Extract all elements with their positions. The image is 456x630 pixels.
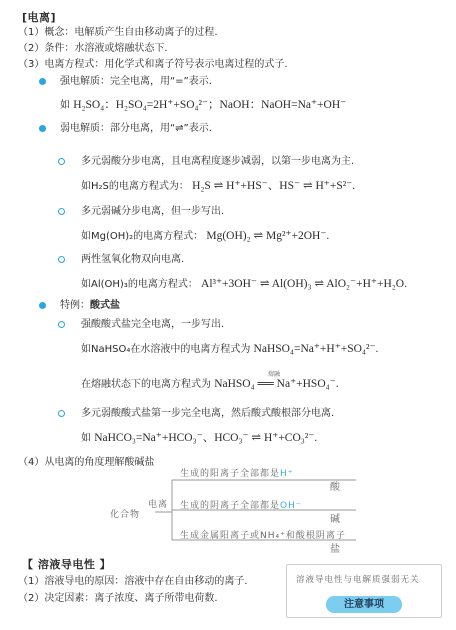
weak-acid-equation: H₂S ⇌ H⁺+HS⁻、HS⁻ ⇌ H⁺+S²⁻. [192, 180, 356, 192]
example-text: 如Al(OH)₃的电离方程式： [81, 279, 198, 290]
diagram-result-salt: 盐 [330, 544, 341, 555]
branch-text: 生成的阳离子全部都是 [180, 469, 281, 479]
branch-text: 生成的阴离子全部都是 [180, 501, 281, 511]
nahso4-water-equation: NaHSO₄=Na⁺+H⁺+SO₄²⁻. [253, 343, 379, 355]
section-title-ionization: [电离] [22, 11, 57, 24]
weak-acid-salt-desc: 多元弱酸酸式盐第一步完全电离，然后酸式酸根部分电离. [81, 408, 335, 419]
branch-highlight: H⁺ [280, 469, 294, 479]
diagram-branch-base [180, 498, 302, 511]
item-text: 从电离的角度理解酸碱盐 [44, 457, 155, 468]
strong-example-formula: H₂SO₄：H₂SO₄=2H⁺+SO₄²⁻；NaOH：NaOH=Na⁺+OH⁻ [73, 99, 347, 111]
special-label-bold: 酸式盐 [90, 300, 120, 311]
item-text: 溶液导电的原因：溶液中存在自由移动的离子. [44, 576, 248, 587]
strong-acid-salt-desc: 强酸酸式盐完全电离，一步写出. [81, 319, 225, 330]
diagram-result-base: 碱 [330, 514, 341, 525]
example-text: 在熔融状态下的电离方程式为 [81, 379, 211, 390]
item-text: 概念：电解质产生自由移动离子的过程. [44, 27, 218, 38]
note-text: 溶液导电性与电解质强弱无关 [296, 575, 420, 585]
item-number: （1） [18, 576, 45, 587]
example-text: 如NaHSO₄在水溶液中的电离方程式为 [81, 344, 251, 355]
weak-base-equation: Mg(OH)₂ ⇌ Mg²⁺+2OH⁻. [206, 230, 330, 242]
diagram-branch-acid [180, 466, 294, 479]
example-text: 如H₂S的电离方程式为： [81, 181, 189, 192]
section-title-conductivity: 【 溶液导电性 】 [22, 558, 112, 571]
example-prefix: 如 [60, 100, 70, 111]
item-number: （4） [18, 457, 45, 468]
special-label: 特例： [60, 300, 90, 311]
item-number: （2） [18, 43, 45, 54]
item-number: （1） [18, 27, 45, 38]
diagram-ionization: 电离 [148, 500, 169, 510]
weak-base-desc: 多元弱碱分步电离，但一步写出. [81, 206, 225, 217]
strong-electrolyte-label: 强电解质：完全电离，用“=”表示. [60, 76, 212, 87]
nahco3-equation: NaHCO₃=Na⁺+HCO₃⁻、HCO₃⁻ ⇌ H⁺+CO₃²⁻. [94, 432, 318, 444]
note-badge: 注意事项 [326, 596, 402, 613]
weak-electrolyte-label: 弱电解质：部分电离，用“⇌”表示. [60, 123, 212, 134]
example-text: 如 [81, 433, 91, 444]
diagram-result-acid: 酸 [330, 482, 341, 493]
amphoteric-desc: 两性氢氧化物双向电离. [81, 254, 185, 265]
item-text: 电离方程式：用化学式和离子符号表示电离过程的式子. [44, 59, 288, 70]
branch-highlight: OH⁻ [280, 501, 302, 511]
molten-condition-label: 熔融 [268, 371, 281, 378]
nahso4-molten-equation: NaHSO₄ ══ Na⁺+HSO₄⁻. [214, 378, 339, 390]
weak-acid-desc: 多元弱酸分步电离，且电离程度逐步减弱，以第一步电离为主. [81, 156, 355, 167]
branch-text: 生成金属阳离子或NH₄⁺和酸根阴离子 [180, 531, 346, 541]
item-text: 决定因素：离子浓度、离子所带电荷数. [44, 593, 218, 604]
amphoteric-equation: Al³⁺+3OH⁻ ⇌ Al(OH)₃ ⇌ AlO₂⁻+H⁺+H₂O. [201, 278, 407, 290]
item-text: 条件：水溶液或熔融状态下. [44, 43, 168, 54]
diagram-branch-salt [180, 528, 346, 541]
conductivity-item-1 [18, 575, 248, 588]
item-number: （2） [18, 593, 45, 604]
conductivity-item-2 [18, 592, 218, 605]
example-text: 如Mg(OH)₂的电离方程式： [81, 231, 204, 242]
item-number: （3） [18, 59, 45, 70]
diagram-compound: 化合物 [110, 510, 141, 520]
